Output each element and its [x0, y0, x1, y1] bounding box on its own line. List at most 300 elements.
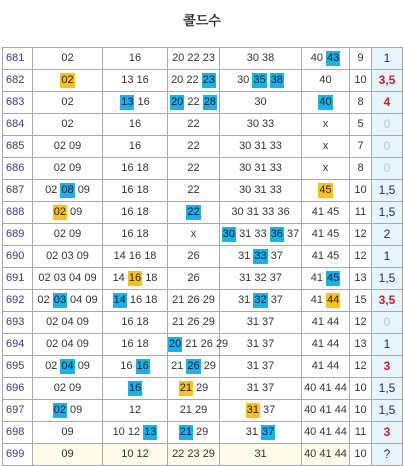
number: 40 — [304, 382, 317, 394]
number-range-cell-1 — [33, 422, 103, 444]
number-range-cell-2 — [103, 334, 168, 356]
number-range-cell-4 — [220, 114, 302, 136]
number-range-cell-5 — [302, 224, 350, 246]
number-range-cell-2 — [103, 92, 168, 114]
number: 22 — [186, 74, 199, 86]
number: 30 — [246, 118, 259, 130]
number: 30 — [239, 184, 252, 196]
number-range-cell-4 — [220, 422, 302, 444]
count-cell: 7 — [350, 136, 372, 158]
number: 22 — [187, 140, 200, 152]
number-range-cell-4 — [220, 70, 302, 92]
draw-number-cell: 691 — [3, 268, 33, 290]
number-range-cell-2 — [103, 444, 168, 466]
number: 31 — [238, 250, 251, 262]
number-range-cell-2 — [103, 400, 168, 422]
number: 31 — [246, 316, 259, 328]
table-body — [3, 48, 403, 466]
number: 09 — [77, 360, 90, 372]
count-cell: 12 — [350, 356, 372, 378]
number: x — [190, 228, 197, 240]
result-cell — [372, 48, 403, 70]
highlighted-number-blue: 08 — [61, 184, 74, 196]
number-range-cell-5 — [302, 92, 350, 114]
number: 02 — [61, 118, 74, 130]
number: 23 — [202, 52, 215, 64]
number: 02 — [53, 228, 66, 240]
number-range-cell-1 — [33, 290, 103, 312]
highlighted-number-yellow: 02 — [61, 74, 74, 86]
number: 09 — [85, 294, 98, 306]
page-title: 콜드수 — [183, 14, 221, 29]
number: 29 — [202, 316, 215, 328]
number: 12 — [127, 426, 141, 438]
table-row — [3, 444, 403, 466]
number-range-cell-4 — [220, 136, 302, 158]
number: 18 — [136, 184, 149, 196]
result-value: 3,5 — [378, 73, 396, 87]
number-range-cell-1 — [33, 312, 103, 334]
number: 41 — [310, 294, 323, 306]
number-range-cell-2 — [103, 422, 168, 444]
highlighted-number-blue: 30 — [222, 228, 235, 240]
result-cell — [372, 400, 403, 422]
number-range-cell-1 — [33, 180, 103, 202]
count-cell: 10 — [350, 70, 372, 92]
draw-number-cell: 694 — [3, 334, 33, 356]
number-range-cell-5 — [302, 378, 350, 400]
number: 18 — [145, 272, 158, 284]
number: 33 — [269, 184, 282, 196]
result-cell — [372, 290, 403, 312]
number: 22 — [187, 162, 200, 174]
number: 16 — [121, 162, 134, 174]
highlighted-number-blue: 04 — [61, 360, 74, 372]
result-value: 0 — [383, 139, 391, 153]
number: 29 — [202, 448, 215, 460]
result-cell — [372, 334, 403, 356]
result-value: 3 — [383, 359, 391, 373]
number: 29 — [215, 338, 229, 350]
number: 41 — [310, 272, 323, 284]
number: 20 — [172, 52, 185, 64]
number: 18 — [136, 206, 149, 218]
count-cell: 9 — [350, 48, 372, 70]
highlighted-number-blue: 33 — [254, 250, 267, 262]
result-value: 1,5 — [378, 205, 396, 219]
number-range-cell-3 — [168, 180, 220, 202]
number-range-cell-5 — [302, 334, 350, 356]
number-range-cell-5 — [302, 290, 350, 312]
number-range-cell-1 — [33, 356, 103, 378]
number-range-cell-1 — [33, 334, 103, 356]
number: 45 — [327, 250, 340, 262]
number-range-cell-5 — [302, 180, 350, 202]
number-range-cell-5 — [302, 356, 350, 378]
number-range-cell-4 — [220, 400, 302, 422]
number-range-cell-1 — [33, 92, 103, 114]
number: 16 — [129, 294, 143, 306]
table-row — [3, 202, 403, 224]
result-value: 0 — [383, 315, 391, 329]
table-row — [3, 70, 403, 92]
number-range-cell-5 — [302, 422, 350, 444]
highlighted-number-yellow: 16 — [128, 272, 142, 284]
table-row — [3, 136, 403, 158]
number: 33 — [269, 162, 282, 174]
draw-number-cell: 681 — [3, 48, 33, 70]
draw-number-cell: 685 — [3, 136, 33, 158]
result-value: 1,5 — [378, 271, 396, 285]
number: 33 — [262, 118, 275, 130]
number: 16 — [128, 52, 142, 64]
number: 26 — [187, 294, 200, 306]
number-range-cell-3 — [168, 246, 220, 268]
number-range-cell-3 — [168, 400, 220, 422]
number: 04 — [70, 294, 83, 306]
number: 41 — [311, 338, 324, 350]
number: 16 — [137, 96, 150, 108]
number-range-cell-3 — [168, 378, 220, 400]
number: 37 — [287, 228, 300, 240]
number: 31 — [254, 184, 267, 196]
number-range-cell-3 — [168, 334, 229, 356]
result-value: 3,5 — [378, 293, 396, 307]
number: 16 — [128, 250, 142, 262]
number: 21 — [185, 338, 198, 350]
number: 16 — [128, 118, 142, 130]
number-range-cell-5 — [302, 312, 350, 334]
result-cell — [372, 136, 403, 158]
number: 41 — [319, 448, 332, 460]
number-range-cell-3 — [168, 312, 220, 334]
number-range-cell-2 — [103, 202, 168, 224]
draw-number-cell: 690 — [3, 246, 33, 268]
result-cell — [372, 70, 403, 92]
number-range-cell-1 — [33, 444, 103, 466]
number: 16 — [128, 140, 142, 152]
number-range-cell-3 — [168, 268, 220, 290]
number: 02 — [38, 272, 51, 284]
number-range-cell-5 — [302, 268, 350, 290]
number: 02 — [46, 250, 59, 262]
highlighted-number-blue: 40 — [319, 96, 332, 108]
draw-number-cell: 697 — [3, 400, 33, 422]
number: 10 — [112, 426, 125, 438]
number: 37 — [269, 272, 282, 284]
number: 02 — [53, 162, 66, 174]
number-range-cell-2 — [103, 290, 168, 312]
number-range-cell-1 — [33, 114, 103, 136]
number: 29 — [195, 404, 208, 416]
draw-number-cell: 683 — [3, 92, 33, 114]
number: 44 — [334, 426, 347, 438]
highlighted-number-yellow: 21 — [179, 382, 192, 394]
result-cell — [372, 312, 403, 334]
highlighted-number-blue: 22 — [187, 206, 200, 218]
number-range-cell-4 — [220, 334, 302, 356]
number: 18 — [136, 316, 149, 328]
number: 20 — [171, 74, 184, 86]
result-value: 2 — [383, 227, 391, 241]
cold-number-table — [2, 47, 403, 466]
table-row — [3, 92, 403, 114]
number-range-cell-4 — [220, 246, 302, 268]
result-cell — [372, 224, 403, 246]
count-cell: 8 — [350, 92, 372, 114]
number-range-cell-4 — [220, 290, 302, 312]
highlighted-number-blue: 13 — [121, 96, 134, 108]
number-range-cell-3 — [168, 158, 220, 180]
number-range-cell-3 — [168, 290, 220, 312]
number: 29 — [196, 426, 209, 438]
draw-number-cell: 699 — [3, 444, 33, 466]
number: 41 — [319, 382, 332, 394]
number-range-cell-4 — [220, 180, 302, 202]
draw-number-cell: 696 — [3, 378, 33, 400]
number: 02 — [45, 184, 58, 196]
number: 18 — [145, 294, 158, 306]
number: 18 — [136, 228, 149, 240]
highlighted-number-blue: 03 — [53, 294, 66, 306]
number-range-cell-3 — [168, 444, 220, 466]
count-cell: 12 — [350, 312, 372, 334]
number: 29 — [203, 360, 216, 372]
result-value: ? — [383, 447, 391, 461]
number-range-cell-2 — [103, 136, 168, 158]
table-row — [3, 290, 403, 312]
number: 33 — [269, 140, 282, 152]
number: 09 — [77, 184, 90, 196]
number: 22 — [187, 184, 200, 196]
count-cell: 10 — [350, 180, 372, 202]
highlighted-number-blue: 36 — [270, 228, 283, 240]
number: 16 — [121, 338, 134, 350]
number-range-cell-3 — [168, 48, 220, 70]
number-range-cell-3 — [168, 202, 220, 224]
number: 21 — [171, 360, 184, 372]
draw-number-cell: 687 — [3, 180, 33, 202]
number: 14 — [112, 272, 125, 284]
number: 21 — [179, 404, 192, 416]
result-value: 0 — [383, 161, 391, 175]
table-row — [3, 312, 403, 334]
number: 02 — [53, 382, 66, 394]
count-cell: 11 — [350, 202, 372, 224]
number: 09 — [70, 404, 83, 416]
highlighted-number-blue: 38 — [270, 74, 283, 86]
result-cell — [372, 202, 403, 224]
number-range-cell-5 — [302, 158, 350, 180]
number: 10 — [121, 448, 134, 460]
number-range-cell-4 — [220, 224, 302, 246]
result-cell — [372, 444, 403, 466]
draw-number-cell: 686 — [3, 158, 33, 180]
number: 26 — [187, 316, 200, 328]
number: 30 — [237, 74, 250, 86]
number: 40 — [304, 448, 317, 460]
number: 21 — [172, 316, 185, 328]
draw-number-cell: 692 — [3, 290, 33, 312]
number: 04 — [61, 338, 74, 350]
number: 02 — [53, 140, 66, 152]
result-cell — [372, 268, 403, 290]
number: 31 — [239, 228, 252, 240]
number: 21 — [172, 294, 185, 306]
result-value: 3 — [383, 425, 391, 439]
number: 37 — [262, 360, 275, 372]
number: 31 — [254, 448, 267, 460]
count-cell: 12 — [350, 224, 372, 246]
number: 02 — [46, 316, 59, 328]
result-cell — [372, 180, 403, 202]
number: 30 — [231, 206, 244, 218]
highlighted-number-blue: 02 — [53, 404, 66, 416]
number-range-cell-5 — [302, 444, 350, 466]
number: 37 — [263, 404, 276, 416]
number-range-cell-2 — [103, 378, 168, 400]
number-range-cell-2 — [103, 268, 168, 290]
number-range-cell-4 — [220, 158, 302, 180]
result-value: 1,5 — [378, 381, 396, 395]
highlighted-number-blue: 37 — [262, 426, 275, 438]
number: 33 — [262, 206, 275, 218]
highlighted-number-yellow: 44 — [327, 294, 340, 306]
number: 31 — [238, 294, 251, 306]
number: 26 — [187, 272, 200, 284]
number: 32 — [254, 272, 267, 284]
number: 12 — [136, 448, 149, 460]
number-range-cell-1 — [33, 158, 103, 180]
count-cell: 11 — [350, 422, 372, 444]
number: 02 — [37, 294, 50, 306]
number: 09 — [69, 140, 82, 152]
count-cell: 10 — [350, 378, 372, 400]
result-cell — [372, 422, 403, 444]
number: 44 — [327, 360, 340, 372]
number: 22 — [172, 448, 185, 460]
number: 41 — [319, 404, 332, 416]
number: 31 — [246, 206, 259, 218]
result-value: 1,5 — [378, 183, 396, 197]
number: 31 — [246, 360, 259, 372]
number: 16 — [121, 316, 134, 328]
number: 03 — [53, 272, 66, 284]
number: x — [322, 162, 329, 174]
number: 09 — [61, 448, 74, 460]
table-row — [3, 224, 403, 246]
number-range-cell-1 — [33, 224, 103, 246]
table-row — [3, 356, 403, 378]
number: 02 — [61, 52, 74, 64]
number-range-cell-5 — [302, 136, 350, 158]
number: 41 — [311, 316, 324, 328]
number: 13 — [121, 74, 134, 86]
table-row — [3, 422, 403, 444]
number: 18 — [136, 162, 149, 174]
number-range-cell-3 — [168, 114, 220, 136]
highlighted-number-blue: 16 — [136, 360, 149, 372]
number-range-cell-5 — [302, 70, 350, 92]
result-cell — [372, 114, 403, 136]
number: 29 — [196, 382, 209, 394]
number: 22 — [187, 118, 200, 130]
count-cell: 15 — [350, 290, 372, 312]
count-cell: 8 — [350, 158, 372, 180]
number: 09 — [69, 228, 82, 240]
result-cell — [372, 246, 403, 268]
number: 16 — [121, 184, 134, 196]
number-range-cell-3 — [168, 92, 220, 114]
result-value: 0 — [383, 117, 391, 131]
number: 09 — [70, 206, 83, 218]
number: 31 — [246, 338, 259, 350]
number: 45 — [327, 206, 340, 218]
number-range-cell-3 — [168, 70, 220, 92]
highlighted-number-blue: 28 — [203, 96, 216, 108]
number-range-cell-5 — [302, 114, 350, 136]
table-row — [3, 246, 403, 268]
number: 22 — [187, 52, 200, 64]
highlighted-number-blue: 13 — [144, 426, 157, 438]
highlighted-number-yellow: 02 — [53, 206, 66, 218]
result-cell — [372, 378, 403, 400]
number: 09 — [69, 162, 82, 174]
number-range-cell-5 — [302, 202, 350, 224]
number: 16 — [121, 206, 134, 218]
number: 14 — [113, 250, 126, 262]
highlighted-number-blue: 26 — [187, 360, 200, 372]
number: 41 — [311, 206, 324, 218]
number: 36 — [277, 206, 290, 218]
table-row — [3, 48, 403, 70]
highlighted-number-blue: 43 — [327, 52, 340, 64]
number: 16 — [136, 74, 149, 86]
number: 30 — [239, 140, 252, 152]
number: x — [322, 118, 329, 130]
number: 41 — [319, 426, 332, 438]
number: 09 — [76, 338, 89, 350]
number: 02 — [45, 360, 58, 372]
number: 30 — [254, 96, 267, 108]
number: 41 — [311, 228, 324, 240]
number: 30 — [246, 52, 259, 64]
number-range-cell-1 — [33, 400, 103, 422]
highlighted-number-blue: 35 — [253, 74, 266, 86]
number: 40 — [319, 74, 332, 86]
number: 02 — [46, 338, 59, 350]
number: 26 — [200, 338, 213, 350]
number: 37 — [262, 382, 275, 394]
number: 31 — [245, 426, 258, 438]
number-range-cell-4 — [220, 356, 302, 378]
number-range-cell-4 — [220, 92, 302, 114]
number-range-cell-3 — [168, 224, 220, 246]
number-range-cell-4 — [220, 312, 302, 334]
number: 09 — [76, 250, 89, 262]
number: 04 — [69, 272, 82, 284]
result-value: 4 — [383, 95, 391, 109]
number: 44 — [334, 448, 347, 460]
number-range-cell-2 — [103, 70, 168, 92]
number: 09 — [69, 382, 82, 394]
number-range-cell-4 — [220, 268, 302, 290]
number-range-cell-2 — [103, 224, 168, 246]
draw-number-cell: 689 — [3, 224, 33, 246]
table-row — [3, 334, 403, 356]
number-range-cell-3 — [168, 356, 220, 378]
result-cell — [372, 92, 403, 114]
